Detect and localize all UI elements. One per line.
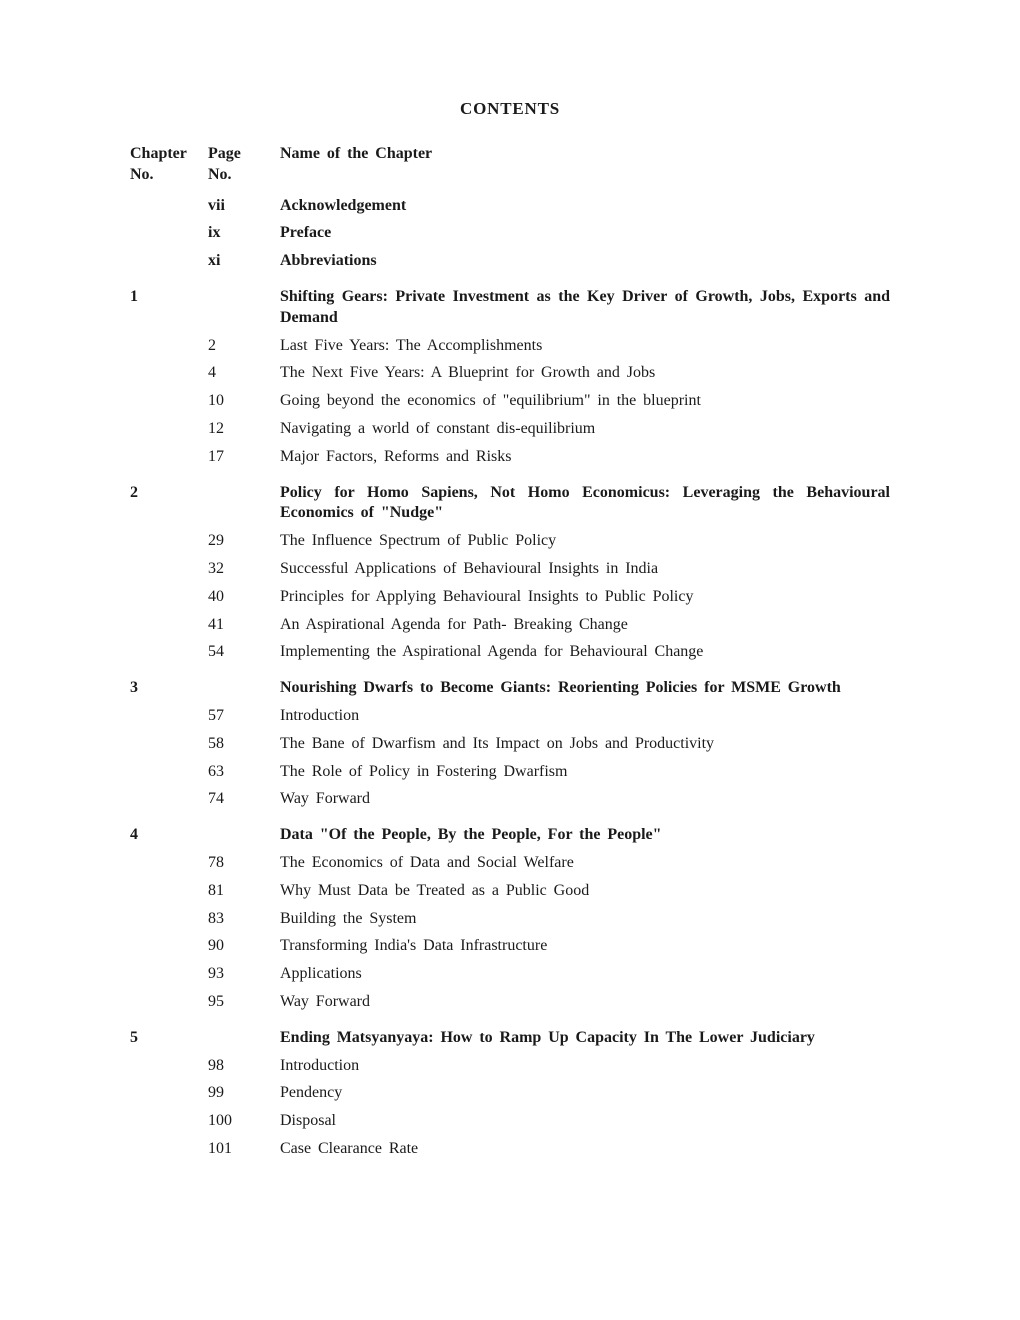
- page-no-cell: 90: [208, 937, 224, 955]
- section-name-cell: Why Must Data be Treated as a Public Good: [280, 881, 590, 899]
- chapter-no-cell: 1: [130, 288, 138, 306]
- contents-table: [130, 144, 890, 1160]
- page-no-cell: 83: [208, 909, 224, 927]
- section-row: [130, 447, 890, 468]
- section-row: [130, 909, 890, 930]
- page-no-cell: 2: [208, 336, 216, 354]
- section-row: [130, 762, 890, 783]
- chapter-title-cell: Shifting Gears: Private Investment as the Key Driver of Growth, Jobs, Exports and Demand: [280, 288, 890, 326]
- chapter-title-cell: Data "Of the People, By the People, For the People": [280, 826, 662, 844]
- entry-name-cell: Preface: [280, 224, 332, 242]
- header-page-label: Page: [208, 145, 241, 163]
- page-no-cell: 100: [208, 1112, 232, 1130]
- page-no-cell: 54: [208, 643, 224, 661]
- page-no-cell: 12: [208, 420, 224, 438]
- page-no-cell: vii: [208, 196, 225, 214]
- section-row: [130, 587, 890, 608]
- page-no-cell: 98: [208, 1056, 224, 1074]
- entry-name-cell: Abbreviations: [280, 252, 377, 270]
- section-name-cell: The Economics of Data and Social Welfare: [280, 854, 574, 872]
- page-title: CONTENTS: [460, 99, 560, 118]
- section-row: [130, 734, 890, 755]
- section-name-cell: The Bane of Dwarfism and Its Impact on Jobs and Productivity: [280, 734, 715, 752]
- chapter-group: [130, 678, 890, 810]
- section-name-cell: Last Five Years: The Accomplishments: [280, 336, 543, 354]
- header-chapter-no-label: No.: [130, 165, 154, 183]
- section-row: [130, 419, 890, 440]
- chapter-no-cell: 5: [130, 1028, 138, 1046]
- chapter-title-cell: Policy for Homo Sapiens, Not Homo Economicus: Leveraging the Behavioural Economics of "Nudge": [280, 483, 890, 522]
- chapter-title-row: [130, 1028, 890, 1049]
- section-row: [130, 1083, 890, 1104]
- section-row: [130, 853, 890, 874]
- chapter-title-cell: Nourishing Dwarfs to Become Giants: Reorienting Policies for MSME Growth: [280, 679, 841, 697]
- toc-header-row: [130, 144, 890, 186]
- page-no-cell: 78: [208, 854, 224, 872]
- page-no-cell: 32: [208, 560, 224, 578]
- section-row: [130, 363, 890, 384]
- section-name-cell: Major Factors, Reforms and Risks: [280, 447, 512, 465]
- page-no-cell: 63: [208, 762, 224, 780]
- chapter-group: [130, 825, 890, 1013]
- chapter-group: [130, 287, 890, 468]
- section-name-cell: Successful Applications of Behavioural Insights in India: [280, 560, 659, 578]
- page-no-cell: 81: [208, 881, 224, 899]
- chapter-no-cell: 2: [130, 483, 138, 501]
- section-name-cell: Going beyond the economics of "equilibrium" in the blueprint: [280, 392, 701, 410]
- chapter-title-row: [130, 287, 890, 329]
- section-row: [130, 881, 890, 902]
- chapter-no-cell: 3: [130, 679, 138, 697]
- entry-name-cell: Acknowledgement: [280, 196, 407, 214]
- section-row: [130, 642, 890, 663]
- page-no-cell: 58: [208, 734, 224, 752]
- section-row: [130, 936, 890, 957]
- page-no-cell: 74: [208, 790, 224, 808]
- section-row: [130, 391, 890, 412]
- section-name-cell: Transforming India's Data Infrastructure: [280, 937, 548, 955]
- section-name-cell: Navigating a world of constant dis-equilibrium: [280, 420, 596, 438]
- page-no-cell: 29: [208, 532, 224, 550]
- header-page-no-label: No.: [208, 165, 232, 183]
- page-no-cell: 101: [208, 1139, 232, 1157]
- section-name-cell: Principles for Applying Behavioural Insights to Public Policy: [280, 587, 694, 605]
- section-name-cell: Applications: [280, 965, 362, 983]
- page-no-cell: 95: [208, 993, 224, 1010]
- section-name-cell: Introduction: [280, 707, 360, 725]
- chapter-group: [130, 1028, 890, 1160]
- section-name-cell: Implementing the Aspirational Agenda for Behavioural Change: [280, 643, 704, 661]
- section-name-cell: Way Forward: [280, 993, 371, 1010]
- toc-body: [130, 196, 890, 1160]
- header-chapter-no-column: [130, 144, 208, 186]
- section-name-cell: Disposal: [280, 1112, 336, 1130]
- page-no-cell: 17: [208, 447, 224, 465]
- page-no-cell: xi: [208, 252, 221, 270]
- section-name-cell: Case Clearance Rate: [280, 1139, 419, 1157]
- front-matter-row: [130, 196, 890, 217]
- page-no-cell: 40: [208, 587, 224, 605]
- page-no-cell: ix: [208, 224, 221, 242]
- section-name-cell: Pendency: [280, 1084, 343, 1102]
- section-row: [130, 1139, 890, 1160]
- page-no-cell: 99: [208, 1084, 224, 1102]
- section-name-cell: The Influence Spectrum of Public Policy: [280, 532, 557, 550]
- section-row: [130, 789, 890, 810]
- section-name-cell: The Next Five Years: A Blueprint for Growth and Jobs: [280, 364, 656, 382]
- section-row: [130, 336, 890, 357]
- section-row: [130, 992, 890, 1013]
- header-chapter-label: Chapter: [130, 145, 187, 163]
- front-matter-row: [130, 251, 890, 272]
- page-no-cell: 4: [208, 364, 216, 382]
- header-chapter-name-column: Name of the Chapter: [280, 145, 433, 163]
- section-row: [130, 1056, 890, 1077]
- front-matter-group: [130, 196, 890, 272]
- page-no-cell: 93: [208, 965, 224, 983]
- chapter-no-cell: 4: [130, 826, 138, 844]
- chapter-title-cell: Ending Matsyanyaya: How to Ramp Up Capacity In The Lower Judiciary: [280, 1028, 815, 1046]
- front-matter-row: [130, 223, 890, 244]
- page-no-cell: 41: [208, 615, 224, 633]
- section-row: [130, 531, 890, 552]
- page-no-cell: 10: [208, 392, 224, 410]
- section-name-cell: Building the System: [280, 909, 417, 927]
- section-row: [130, 706, 890, 727]
- section-row: [130, 964, 890, 985]
- section-row: [130, 1111, 890, 1132]
- section-name-cell: Introduction: [280, 1056, 360, 1074]
- chapter-title-row: [130, 678, 890, 699]
- section-name-cell: The Role of Policy in Fostering Dwarfism: [280, 762, 568, 780]
- chapter-title-row: [130, 825, 890, 846]
- section-name-cell: An Aspirational Agenda for Path- Breaking Change: [280, 615, 628, 633]
- section-row: [130, 559, 890, 580]
- section-name-cell: Way Forward: [280, 790, 371, 808]
- section-row: [130, 615, 890, 636]
- chapter-title-row: [130, 483, 890, 525]
- page-no-cell: 57: [208, 707, 224, 725]
- header-page-no-column: [208, 144, 280, 186]
- chapter-group: [130, 483, 890, 664]
